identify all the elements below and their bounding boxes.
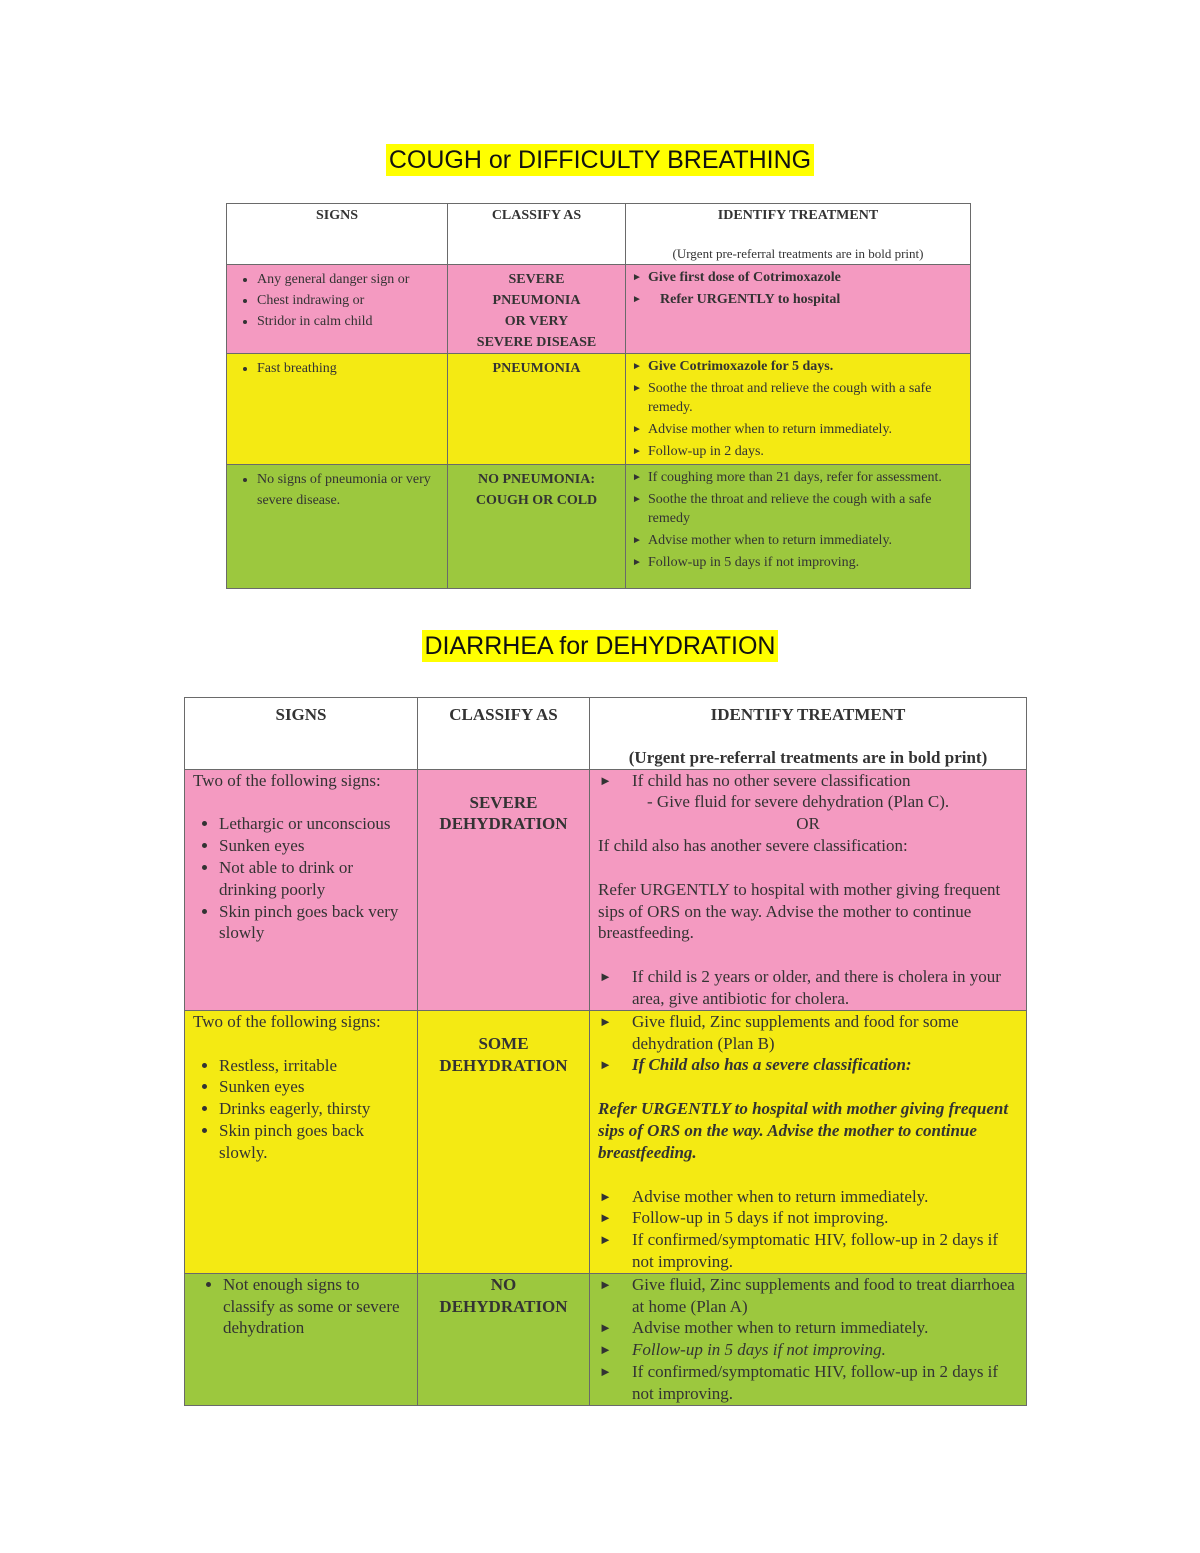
classification-line: PNEUMONIA <box>492 293 581 308</box>
classification-line: PNEUMONIA <box>492 361 581 376</box>
list-item: • Stridor in calm child <box>257 311 441 332</box>
signs-cell <box>185 769 418 1010</box>
signs-header: SIGNS <box>185 698 418 770</box>
treatment-item: ► If coughing more than 21 days, refer for assessment. <box>648 468 962 487</box>
treatment-or: OR <box>796 814 820 834</box>
list-item: • Sunken eyes <box>219 1076 409 1098</box>
classification-cell <box>418 1010 590 1273</box>
cough-table <box>226 203 971 589</box>
classification-line: NO <box>490 1274 517 1294</box>
list-item: • Lethargic or unconscious <box>219 813 409 835</box>
classify-header: CLASSIFY AS <box>448 204 626 265</box>
signs-intro: Two of the following signs: <box>193 770 381 790</box>
signs-cell <box>227 265 448 354</box>
treatment-item: ► If child has no other severe classification <box>632 770 1018 792</box>
treatment-item: ► Follow-up in 5 days if not improving. <box>632 1339 1018 1361</box>
classification-cell <box>418 769 590 1010</box>
treatment-item: ► If child is 2 years or older, and there is cholera in your area, give antibiotic for cholera. <box>632 966 1018 1010</box>
list-item: • Not able to drink or drinking poorly <box>219 857 409 901</box>
list-item: • Chest indrawing or <box>257 290 441 311</box>
treatment-header-note: (Urgent pre-referral treatments are in bold print) <box>672 246 924 261</box>
cough-title-text: COUGH or DIFFICULTY BREATHING <box>386 144 814 176</box>
treatment-item: ► Soothe the throat and relieve the cough with a safe remedy <box>648 490 962 528</box>
classification-line: OR VERY <box>504 314 569 329</box>
diarrhea-title-text: DIARRHEA for DEHYDRATION <box>422 630 779 662</box>
treatment-text: Refer URGENTLY to hospital with mother giving frequent sips of ORS on the way. Advise the mother to continue breastfeeding. <box>598 879 1001 943</box>
classification-line: SEVERE DISEASE <box>476 335 597 350</box>
classification-line: DEHYDRATION <box>439 1055 568 1075</box>
signs-header: SIGNS <box>227 204 448 265</box>
treatment-item: ► Advise mother when to return immediately. <box>648 531 962 550</box>
signs-cell <box>185 1273 418 1405</box>
classification-cell <box>448 465 626 589</box>
table-row <box>185 1010 1027 1273</box>
diarrhea-section-title <box>0 632 1200 661</box>
treatment-cell <box>626 465 971 589</box>
table-row <box>227 465 971 589</box>
treatment-item: ► Follow-up in 5 days if not improving. <box>632 1207 1018 1229</box>
signs-cell <box>227 354 448 465</box>
classification-cell <box>448 265 626 354</box>
treatment-header <box>590 698 1027 770</box>
treatment-item: ► Advise mother when to return immediately. <box>632 1317 1018 1339</box>
treatment-item: ► Follow-up in 2 days. <box>648 442 962 461</box>
treatment-item: ► Give first dose of Cotrimoxazole <box>648 268 962 287</box>
list-item: • Restless, irritable <box>219 1055 409 1077</box>
treatment-item: ► Advise mother when to return immediately. <box>648 420 962 439</box>
classification-line: SEVERE <box>508 272 565 287</box>
diarrhea-header-row <box>185 698 1027 770</box>
list-item: • Drinks eagerly, thirsty <box>219 1098 409 1120</box>
list-item: • Skin pinch goes back slowly. <box>219 1120 409 1164</box>
list-item: • Fast breathing <box>257 358 441 379</box>
treatment-item: ► Soothe the throat and relieve the cough with a safe remedy. <box>648 379 962 417</box>
table-row <box>185 1273 1027 1405</box>
table-row <box>227 265 971 354</box>
treatment-item: ► Give Cotrimoxazole for 5 days. <box>648 357 962 376</box>
treatment-header-note: (Urgent pre-referral treatments are in bold print) <box>628 747 988 767</box>
classification-cell <box>448 354 626 465</box>
classification-line: DEHYDRATION <box>439 814 568 834</box>
treatment-item: ► Advise mother when to return immediately. <box>632 1186 1018 1208</box>
treatment-item: ► Give fluid, Zinc supplements and food to treat diarrhoea at home (Plan A) <box>632 1274 1018 1318</box>
diarrhea-table <box>184 697 1027 1406</box>
treatment-item: ► Follow-up in 5 days if not improving. <box>648 553 962 572</box>
list-item: • No signs of pneumonia or very severe disease. <box>257 469 441 511</box>
signs-intro: Two of the following signs: <box>193 1011 381 1031</box>
list-item: • Not enough signs to classify as some or severe dehydration <box>223 1274 409 1339</box>
signs-cell <box>185 1010 418 1273</box>
treatment-item: ► If Child also has a severe classification: <box>632 1054 1018 1076</box>
treatment-cell <box>626 265 971 354</box>
treatment-subitem: - Give fluid for severe dehydration (Plan C). <box>647 792 950 812</box>
list-item: • Sunken eyes <box>219 835 409 857</box>
classify-header: CLASSIFY AS <box>418 698 590 770</box>
treatment-item: ► If confirmed/symptomatic HIV, follow-up in 2 days if not improving. <box>632 1361 1018 1405</box>
classification-line: DEHYDRATION <box>439 1296 568 1316</box>
treatment-item: ► Refer URGENTLY to hospital <box>648 290 962 309</box>
signs-cell <box>227 465 448 589</box>
cough-header-row <box>227 204 971 265</box>
table-row <box>227 354 971 465</box>
treatment-text: Refer URGENTLY to hospital with mother giving frequent sips of ORS on the way. Advise the mother to continue breastfeeding. <box>598 1099 1009 1162</box>
treatment-text: If child also has another severe classification: <box>598 835 908 855</box>
treatment-cell <box>590 769 1027 1010</box>
classification-line: NO PNEUMONIA: <box>477 472 596 487</box>
treatment-header-label: IDENTIFY TREATMENT <box>717 208 879 223</box>
classification-line: SOME <box>478 1033 529 1053</box>
treatment-header-label: IDENTIFY TREATMENT <box>710 705 906 724</box>
treatment-header <box>626 204 971 265</box>
cough-section-title <box>0 146 1200 175</box>
table-row <box>185 769 1027 1010</box>
list-item: • Any general danger sign or <box>257 269 441 290</box>
treatment-cell <box>626 354 971 465</box>
list-item: • Skin pinch goes back very slowly <box>219 901 409 945</box>
classification-cell <box>418 1273 590 1405</box>
classification-line: SEVERE <box>469 792 538 812</box>
treatment-cell <box>590 1010 1027 1273</box>
treatment-item: ► If confirmed/symptomatic HIV, follow-up in 2 days if not improving. <box>632 1229 1018 1273</box>
treatment-cell <box>590 1273 1027 1405</box>
treatment-item: ► Give fluid, Zinc supplements and food for some dehydration (Plan B) <box>632 1011 1018 1055</box>
classification-line: COUGH OR COLD <box>475 493 598 508</box>
